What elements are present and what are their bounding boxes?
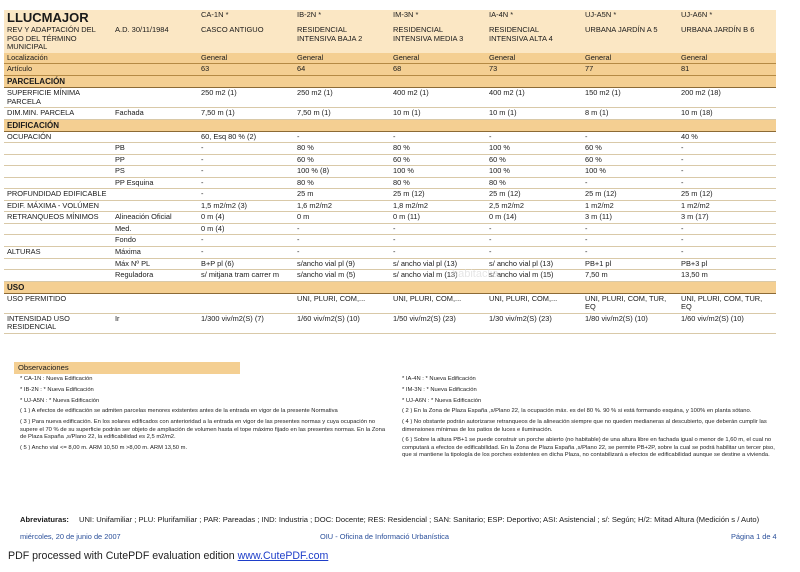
table-cell: 60, Esq 80 % (2) xyxy=(198,131,294,143)
observation-note: ( 1 ) A efectos de edificación se admiten parcelas menores existentes antes de la entrada en vigor de la presente Normativa xyxy=(20,408,338,415)
table-cell: - xyxy=(678,143,776,155)
zone-name: RESIDENCIAL INTENSIVA BAJA 2 xyxy=(294,25,390,53)
table-cell: UNI, PLURI, COM,... xyxy=(294,293,390,313)
table-cell: 7,50 m (1) xyxy=(198,108,294,120)
table-cell: 3 m (17) xyxy=(678,212,776,224)
table-cell: 40 % xyxy=(678,131,776,143)
zone-name: URBANA JARDÍN A 5 xyxy=(582,25,678,53)
observation-note: ( 4 ) No obstante podrán autorizarse retranqueos de la alineación siempre que no queden medianeras al descubierto, que deberán cumplir las dimensiones mínimas de los patios de luces e iluminación. xyxy=(402,419,767,433)
section-heading: USO xyxy=(4,281,776,293)
table-cell: 250 m2 (1) xyxy=(294,88,390,108)
observation-note: ( 6 ) Sobre la altura PB+1 se puede construir un porche abierto (no habitable) de una altura libre en fachada igual o menor de 1,60 m, el cual no computará a efectos de edificabilidad. En la Zona de Plaza España ,s/Plano 22, se permite PB+2P, sobre la cual se podrá habilitar un tercer piso, que si mantiene la tipología de los porches existentes en dicha Plaza, no contabilizará a efectos de edificabilidad aunque se destine a vivienda. xyxy=(402,437,775,459)
cutepdf-link[interactable]: www.CutePDF.com xyxy=(237,550,329,562)
table-cell: 3 m (11) xyxy=(582,212,678,224)
zoning-table xyxy=(4,10,776,334)
table-cell: 0 m (4) xyxy=(198,223,294,235)
table-row xyxy=(4,131,776,143)
row-label xyxy=(4,270,112,282)
row-sublabel xyxy=(112,189,198,201)
table-row xyxy=(4,53,776,64)
row-label xyxy=(4,223,112,235)
table-cell: s/ mitjana tram carrer m xyxy=(198,270,294,282)
row-label xyxy=(4,177,112,189)
table-cell: - xyxy=(486,131,582,143)
table-cell: 1/50 viv/m2(S) (23) xyxy=(390,313,486,333)
table-cell: UNI, PLURI, COM,... xyxy=(486,293,582,313)
table-cell: - xyxy=(198,177,294,189)
table-row xyxy=(4,108,776,120)
zone-name: URBANA JARDÍN B 6 xyxy=(678,25,776,53)
table-cell: - xyxy=(390,223,486,235)
abreviaturas-label: Abreviaturas: xyxy=(20,515,69,524)
table-cell: - xyxy=(582,246,678,258)
table-cell: 60 % xyxy=(582,154,678,166)
table-row xyxy=(4,189,776,201)
row-sublabel xyxy=(112,293,198,313)
table-cell: 64 xyxy=(294,64,390,76)
table-cell: 77 xyxy=(582,64,678,76)
row-sublabel: Fachada xyxy=(112,108,198,120)
table-cell: 1 m2/m2 xyxy=(678,200,776,212)
observation-note: * UJ-A6N : * Nueva Edificación xyxy=(402,397,482,404)
row-label: Localización xyxy=(4,53,198,64)
row-sublabel: Alineación Oficial xyxy=(112,212,198,224)
zone-code: UJ-A6N * xyxy=(678,10,776,25)
table-cell: 100 % (8) xyxy=(294,166,390,178)
table-cell: General xyxy=(198,53,294,64)
table-cell: - xyxy=(198,154,294,166)
observation-note: * IA-4N : * Nueva Edificación xyxy=(402,376,476,382)
footer-office: OIU - Oficina de Informació Urbanística xyxy=(320,532,449,541)
table-cell: 1/300 viv/m2(S) (7) xyxy=(198,313,294,333)
row-sublabel: Med. xyxy=(112,223,198,235)
table-cell: 10 m (1) xyxy=(486,108,582,120)
row-label xyxy=(4,154,112,166)
table-row xyxy=(4,293,776,313)
table-cell: 25 m (12) xyxy=(582,189,678,201)
row-label: USO PERMITIDO xyxy=(4,293,112,313)
table-cell: General xyxy=(390,53,486,64)
table-cell: General xyxy=(294,53,390,64)
table-row xyxy=(4,88,776,108)
table-cell: 1 m2/m2 xyxy=(582,200,678,212)
table-cell: - xyxy=(678,154,776,166)
table-cell: - xyxy=(678,235,776,247)
table-cell: 25 m (12) xyxy=(678,189,776,201)
table-cell: 10 m (18) xyxy=(678,108,776,120)
table-cell: s/ancho vial pl (9) xyxy=(294,258,390,270)
zone-code: IM-3N * xyxy=(390,10,486,25)
table-cell: 7,50 m xyxy=(582,270,678,282)
zone-code: IB-2N * xyxy=(294,10,390,25)
table-row xyxy=(4,200,776,212)
table-row xyxy=(4,313,776,333)
table-cell: 7,50 m (1) xyxy=(294,108,390,120)
row-label: OCUPACIÓN xyxy=(4,131,112,143)
table-cell: 100 % xyxy=(486,143,582,155)
row-label: EDIF. MÁXIMA - VOLÚMEN xyxy=(4,200,112,212)
row-sublabel: PP Esquina xyxy=(112,177,198,189)
row-label: RETRANQUEOS MÍNIMOS xyxy=(4,212,112,224)
table-cell: - xyxy=(198,143,294,155)
table-cell: 200 m2 (18) xyxy=(678,88,776,108)
row-label: INTENSIDAD USO RESIDENCIAL xyxy=(4,313,112,333)
abreviaturas-text: UNI: Unifamiliar ; PLU: Plurifamiliar ; PAR: Pareadas ; IND: Industria ; DOC: Docente; RES: Residencial ; SAN: Sanitario; ESP: Deportivo; ASI: Asistencial ; s/: Según; H/2: Mitad Altura (Medición s / Auto) xyxy=(78,515,760,524)
table-cell: s/ancho vial m (5) xyxy=(294,270,390,282)
table-cell: 80 % xyxy=(294,143,390,155)
row-sublabel: PS xyxy=(112,166,198,178)
table-row xyxy=(4,246,776,258)
table-cell: 60 % xyxy=(582,143,678,155)
observaciones-right xyxy=(402,376,782,463)
section-heading: EDIFICACIÓN xyxy=(4,119,776,131)
table-cell: 80 % xyxy=(486,177,582,189)
observation-note: * IB-2N : * Nueva Edificación xyxy=(20,386,94,393)
table-cell: UNI, PLURI, COM, TUR, EQ xyxy=(582,293,678,313)
table-cell: 1,5 m2/m2 (3) xyxy=(198,200,294,212)
page-title: LLUCMAJOR xyxy=(4,10,198,25)
table-row xyxy=(4,212,776,224)
table-cell: 8 m (1) xyxy=(582,108,678,120)
table-cell: PB+1 pl xyxy=(582,258,678,270)
table-row xyxy=(4,154,776,166)
table-cell: 1/60 viv/m2(S) (10) xyxy=(294,313,390,333)
footer-page-number: Página 1 de 4 xyxy=(731,532,777,541)
table-cell: s/ ancho vial pl (13) xyxy=(486,258,582,270)
table-cell: 1/80 viv/m2(S) (10) xyxy=(582,313,678,333)
plan-subtitle: REV Y ADAPTACIÓN DEL PGO DEL TÉRMINO MUNICIPAL xyxy=(4,25,112,53)
table-cell: - xyxy=(390,246,486,258)
table-cell: - xyxy=(678,223,776,235)
row-sublabel xyxy=(112,200,198,212)
table-cell: - xyxy=(294,223,390,235)
zone-code: IA-4N * xyxy=(486,10,582,25)
pdf-notice-text: PDF processed with CutePDF evaluation edition xyxy=(8,550,238,562)
table-cell: 100 % xyxy=(486,166,582,178)
table-cell: 81 xyxy=(678,64,776,76)
table-row xyxy=(4,166,776,178)
observation-note: ( 5 ) Ancho vial <= 8,00 m. ARM 10,50 m >8,00 m. ARM 13,50 m. xyxy=(20,444,188,451)
row-sublabel xyxy=(112,88,198,108)
table-row xyxy=(4,177,776,189)
table-cell: s/ ancho vial m (15) xyxy=(486,270,582,282)
table-cell: - xyxy=(294,246,390,258)
table-cell: - xyxy=(390,235,486,247)
table-cell: 0 m xyxy=(294,212,390,224)
table-row xyxy=(4,223,776,235)
table-cell: s/ ancho vial m (13) xyxy=(390,270,486,282)
table-cell: - xyxy=(582,235,678,247)
observation-note: * CA-1N : Nueva Edificación xyxy=(20,376,93,382)
table-cell: - xyxy=(678,166,776,178)
table-row xyxy=(4,64,776,76)
table-cell: - xyxy=(582,131,678,143)
table-cell: UNI, PLURI, COM, TUR, EQ xyxy=(678,293,776,313)
observation-note: ( 2 ) En la Zona de Plaza España ,s/Plano 22, la ocupación máx. es del 80 %. 90 % si está formando esquina, y 100% en planta sótano. xyxy=(402,408,752,415)
zone-code: UJ-A5N * xyxy=(582,10,678,25)
table-cell: 25 m xyxy=(294,189,390,201)
table-cell: 80 % xyxy=(294,177,390,189)
table-cell: 1,6 m2/m2 xyxy=(294,200,390,212)
row-sublabel: Máxima xyxy=(112,246,198,258)
observation-note: ( 3 ) Para nueva edificación. En los solares edificados con anterioridad a la entrada en vigor de las presentes normas y cuya ocupación no supere el 70 % de su superficie podrán ser objeto de ampliación de volumen hasta el tope máximo fijado en las presentes normas. En la Zona de Plaza España ,s/Plano 22, la edificabilidad es 2,5 m2/m2. xyxy=(20,419,386,440)
row-label xyxy=(4,143,112,155)
table-cell: 10 m (1) xyxy=(390,108,486,120)
table-cell: 80 % xyxy=(390,143,486,155)
table-row xyxy=(4,235,776,247)
table-cell: s/ ancho vial pl (13) xyxy=(390,258,486,270)
table-cell: 1,8 m2/m2 xyxy=(390,200,486,212)
table-cell: - xyxy=(294,235,390,247)
section-row xyxy=(4,281,776,293)
table-cell: B+P pl (6) xyxy=(198,258,294,270)
table-cell: 0 m (4) xyxy=(198,212,294,224)
table-cell: - xyxy=(198,166,294,178)
row-sublabel: Reguladora xyxy=(112,270,198,282)
table-cell: 0 m (11) xyxy=(390,212,486,224)
plan-date: A.D. 30/11/1984 xyxy=(112,25,198,53)
row-sublabel: PB xyxy=(112,143,198,155)
table-cell: 25 m (12) xyxy=(486,189,582,201)
row-label xyxy=(4,258,112,270)
table-cell: 73 xyxy=(486,64,582,76)
section-row xyxy=(4,119,776,131)
observation-note: * UJ-A5N : * Nueva Edificación xyxy=(20,397,100,404)
table-cell: 400 m2 (1) xyxy=(390,88,486,108)
row-label: ALTURAS xyxy=(4,246,112,258)
row-label xyxy=(4,166,112,178)
section-heading: PARCELACIÓN xyxy=(4,75,776,87)
table-cell: 0 m (14) xyxy=(486,212,582,224)
observaciones-heading: Observaciones xyxy=(14,362,240,374)
row-sublabel: Fondo xyxy=(112,235,198,247)
row-label: SUPERFICIE MÍNIMA PARCELA xyxy=(4,88,112,108)
row-label: DIM.MIN. PARCELA xyxy=(4,108,112,120)
table-cell: 80 % xyxy=(390,177,486,189)
table-cell: General xyxy=(486,53,582,64)
table-cell: - xyxy=(678,246,776,258)
table-row xyxy=(4,270,776,282)
table-row xyxy=(4,258,776,270)
zone-name: CASCO ANTIGUO xyxy=(198,25,294,53)
observation-note: * IM-3N : * Nueva Edificación xyxy=(402,386,477,393)
table-cell: 100 % xyxy=(582,166,678,178)
table-cell: General xyxy=(582,53,678,64)
header-row-2 xyxy=(4,25,776,53)
section-row xyxy=(4,75,776,87)
row-label xyxy=(4,235,112,247)
footer-date: miércoles, 20 de junio de 2007 xyxy=(20,532,121,541)
table-cell: - xyxy=(198,235,294,247)
table-cell xyxy=(198,293,294,313)
zone-name: RESIDENCIAL INTENSIVA MEDIA 3 xyxy=(390,25,486,53)
row-sublabel: Máx Nº PL xyxy=(112,258,198,270)
table-cell: - xyxy=(198,246,294,258)
table-cell: - xyxy=(486,223,582,235)
table-cell: - xyxy=(294,131,390,143)
table-cell: 68 xyxy=(390,64,486,76)
table-cell: 1/30 viv/m2(S) (23) xyxy=(486,313,582,333)
table-cell: UNI, PLURI, COM,... xyxy=(390,293,486,313)
table-cell: - xyxy=(582,177,678,189)
table-row xyxy=(4,143,776,155)
row-sublabel: Ir xyxy=(112,313,198,333)
table-cell: - xyxy=(486,235,582,247)
table-cell: 13,50 m xyxy=(678,270,776,282)
table-cell: General xyxy=(678,53,776,64)
table-cell: 400 m2 (1) xyxy=(486,88,582,108)
table-cell: 25 m (12) xyxy=(390,189,486,201)
row-sublabel: PP xyxy=(112,154,198,166)
table-cell: 100 % xyxy=(390,166,486,178)
table-cell: 2,5 m2/m2 xyxy=(486,200,582,212)
row-sublabel xyxy=(112,131,198,143)
table-cell: - xyxy=(198,189,294,201)
table-cell: PB+3 pl xyxy=(678,258,776,270)
table-cell: 150 m2 (1) xyxy=(582,88,678,108)
table-cell: 60 % xyxy=(294,154,390,166)
table-cell: 63 xyxy=(198,64,294,76)
table-cell: 250 m2 (1) xyxy=(198,88,294,108)
table-cell: - xyxy=(486,246,582,258)
pdf-notice xyxy=(8,550,328,562)
watermark: habitaclia xyxy=(452,268,499,280)
zone-name: RESIDENCIAL INTENSIVA ALTA 4 xyxy=(486,25,582,53)
row-label: Artículo xyxy=(4,64,198,76)
observaciones-left xyxy=(20,376,390,456)
table-cell: - xyxy=(390,131,486,143)
table-cell: 1/60 viv/m2(S) (10) xyxy=(678,313,776,333)
table-cell: - xyxy=(678,177,776,189)
header-row-1 xyxy=(4,10,776,25)
table-cell: 60 % xyxy=(486,154,582,166)
zone-code: CA-1N * xyxy=(198,10,294,25)
table-cell: 60 % xyxy=(390,154,486,166)
abreviaturas xyxy=(20,515,790,525)
table-cell: - xyxy=(582,223,678,235)
row-label: PROFUNDIDAD EDIFICABLE xyxy=(4,189,112,201)
